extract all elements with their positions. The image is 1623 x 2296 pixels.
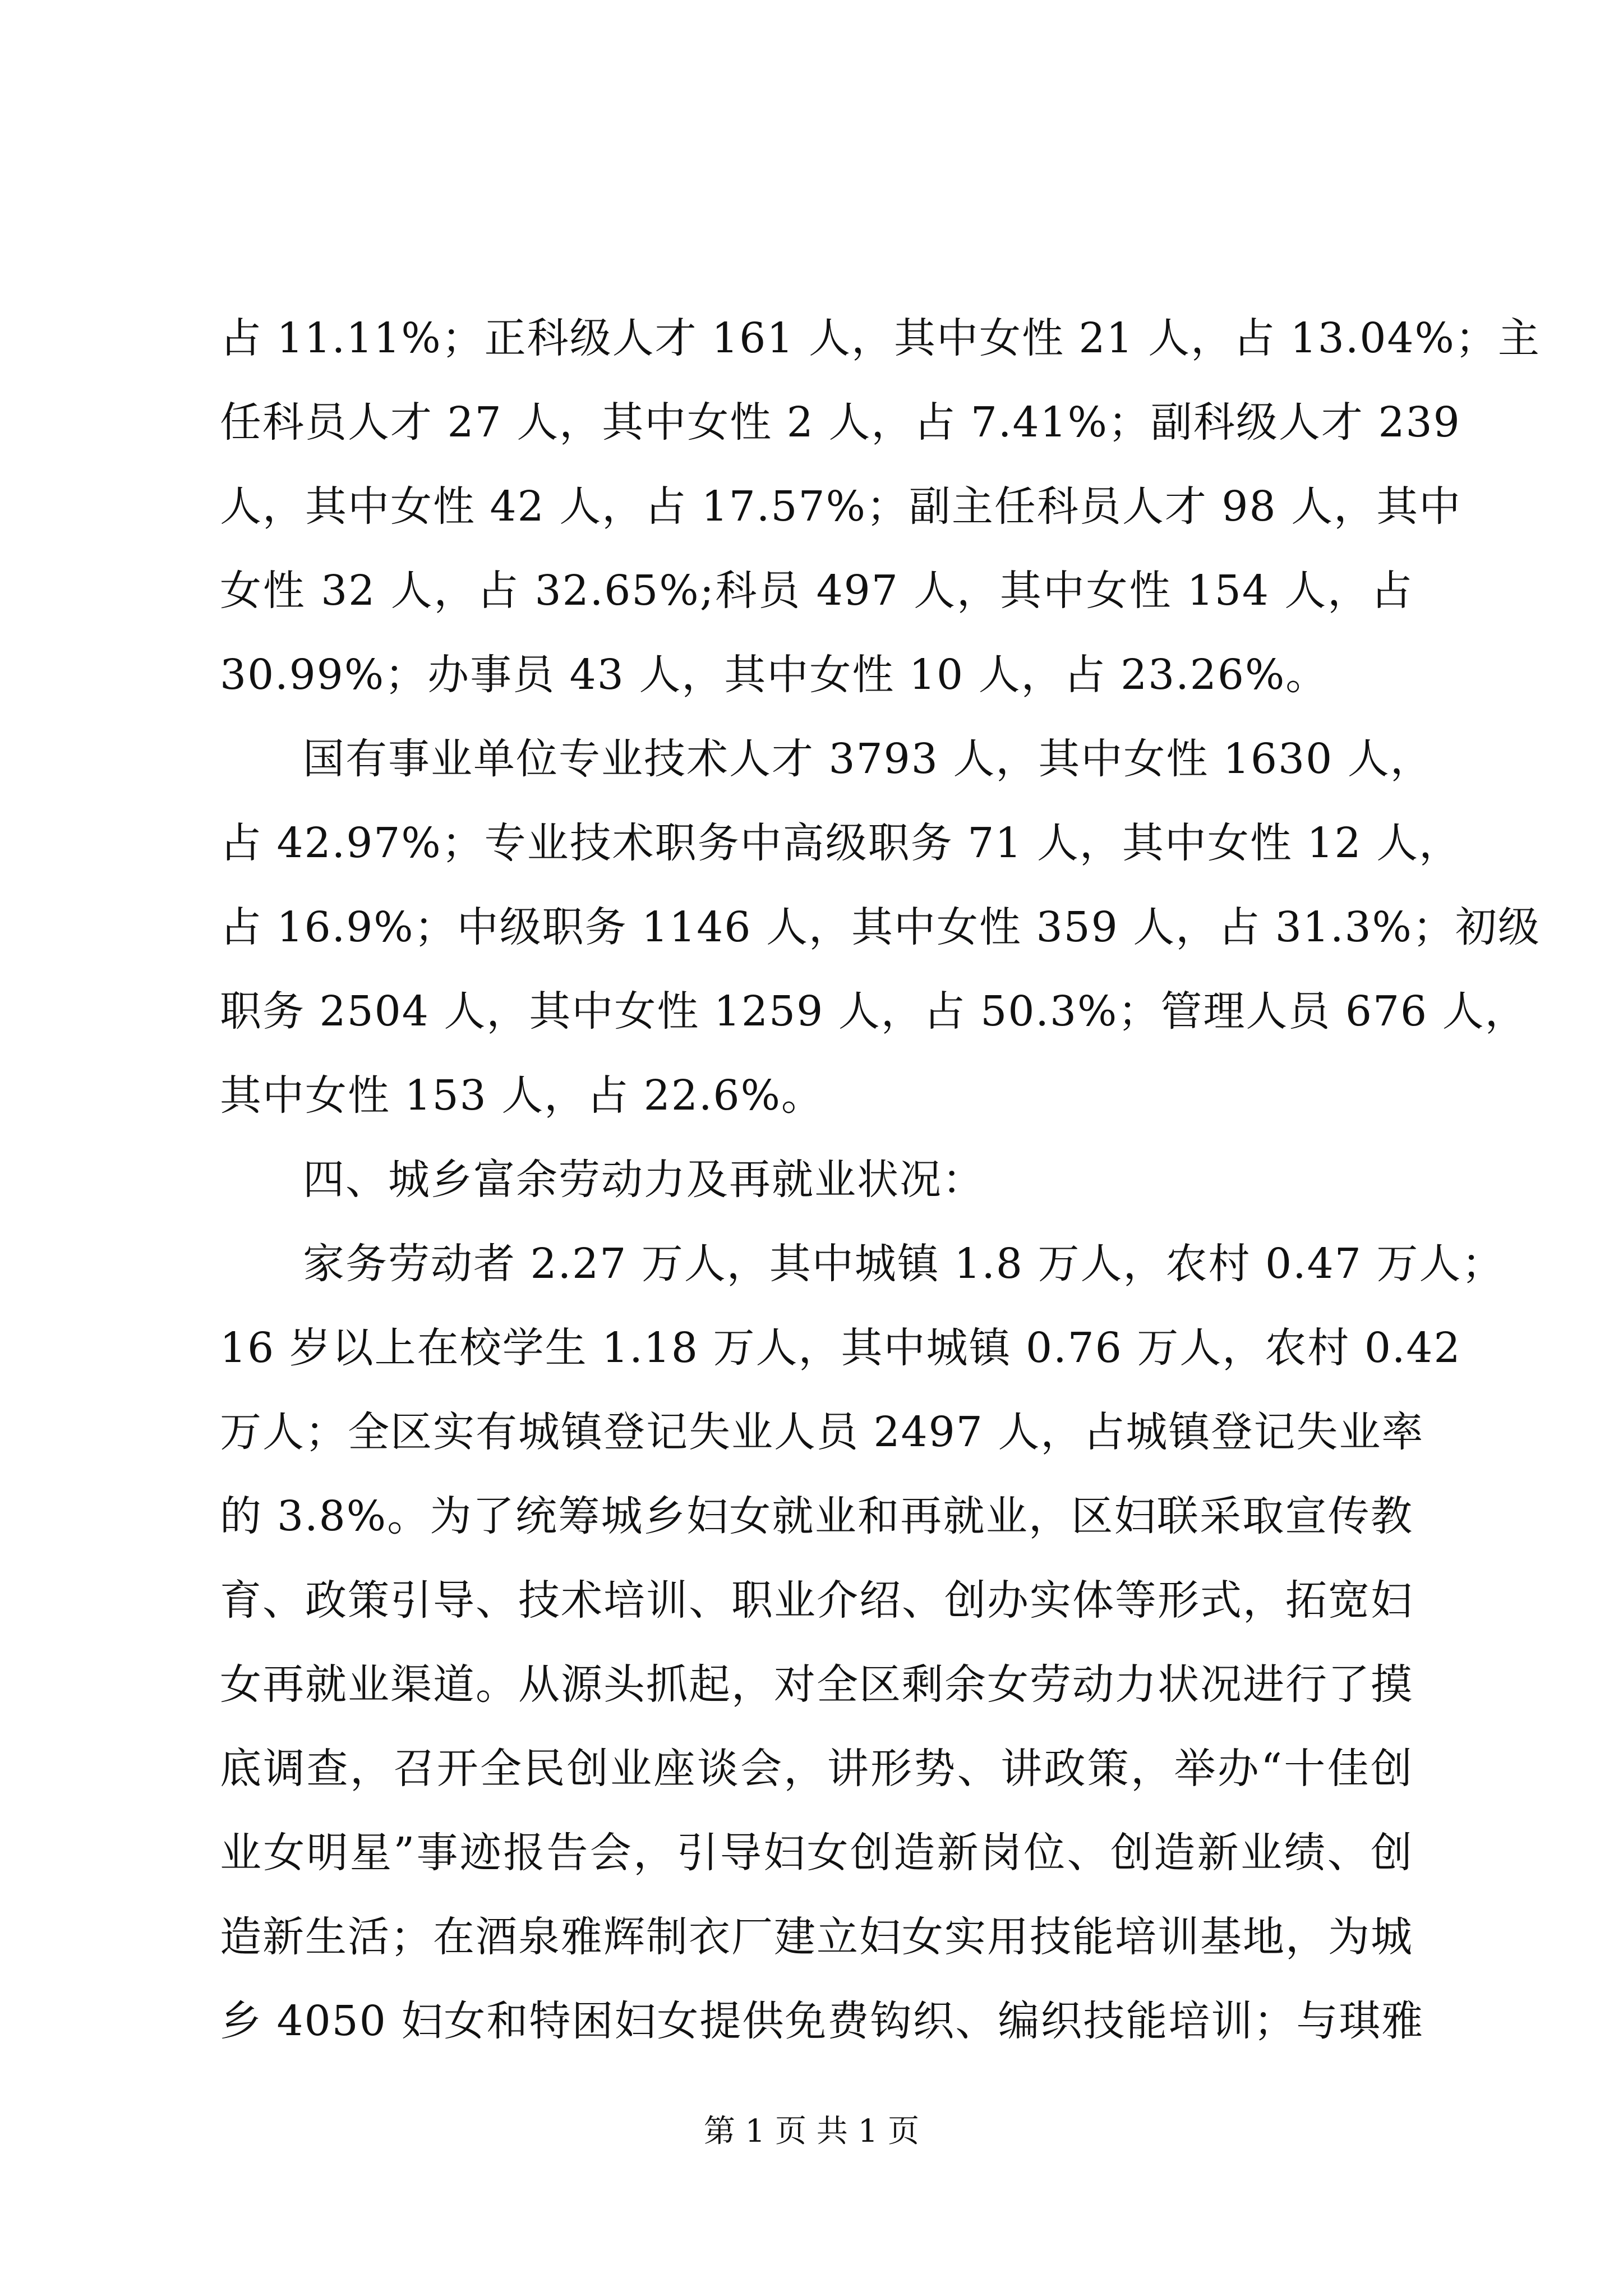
text-line: 的 3.8%。为了统筹城乡妇女就业和再就业，区妇联采取宣传教 — [220, 1492, 1413, 1540]
text-line: 占 42.97%；专业技术职务中高级职务 71 人，其中女性 12 人， — [220, 819, 1462, 867]
text-line: 16 岁以上在校学生 1.18 万人，其中城镇 0.76 万人，农村 0.42 — [220, 1324, 1461, 1372]
text-line: 其中女性 153 人，占 22.6%。 — [220, 1071, 824, 1120]
text-line: 女再就业渠道。从源头抓起，对全区剩余女劳动力状况进行了摸 — [220, 1660, 1413, 1709]
text-line: 占 11.11%；正科级人才 161 人，其中女性 21 人，占 13.04%；主 — [220, 314, 1541, 362]
text-line: 家务劳动者 2.27 万人，其中城镇 1.8 万人，农村 0.47 万人； — [303, 1240, 1505, 1288]
text-line: 四、城乡富余劳动力及再就业状况： — [303, 1156, 985, 1204]
text-line: 底调查，召开全民创业座谈会，讲形势、讲政策，举办“十佳创 — [220, 1745, 1413, 1793]
text-line: 30.99%；办事员 43 人，其中女性 10 人，占 23.26%。 — [220, 651, 1329, 699]
text-line: 人，其中女性 42 人，占 17.57%；副主任科员人才 98 人，其中 — [220, 482, 1462, 531]
document-body — [220, 296, 1541, 2063]
page-footer: 第 1 页 共 1 页 — [703, 2113, 920, 2150]
text-line: 占 16.9%；中级职务 1146 人，其中女性 359 人，占 31.3%；初级 — [220, 903, 1541, 951]
text-line: 育、政策引导、技术培训、职业介绍、创办实体等形式，拓宽妇 — [220, 1576, 1413, 1625]
text-line: 乡 4050 妇女和特困妇女提供免费钩织、编织技能培训；与琪雅 — [220, 1997, 1424, 2045]
text-line: 女性 32 人，占 32.65%;科员 497 人，其中女性 154 人，占 — [220, 567, 1413, 615]
text-line: 造新生活；在酒泉雅辉制衣厂建立妇女实用技能培训基地，为城 — [220, 1913, 1413, 1961]
text-line: 任科员人才 27 人，其中女性 2 人，占 7.41%；副科级人才 239 — [220, 398, 1461, 447]
text-line: 业女明星”事迹报告会，引导妇女创造新岗位、创造新业绩、创 — [220, 1829, 1413, 1877]
text-line: 职务 2504 人，其中女性 1259 人，占 50.3%；管理人员 676 人， — [220, 987, 1528, 1036]
text-line: 国有事业单位专业技术人才 3793 人，其中女性 1630 人， — [303, 735, 1433, 783]
text-line: 万人；全区实有城镇登记失业人员 2497 人，占城镇登记失业率 — [220, 1408, 1424, 1456]
